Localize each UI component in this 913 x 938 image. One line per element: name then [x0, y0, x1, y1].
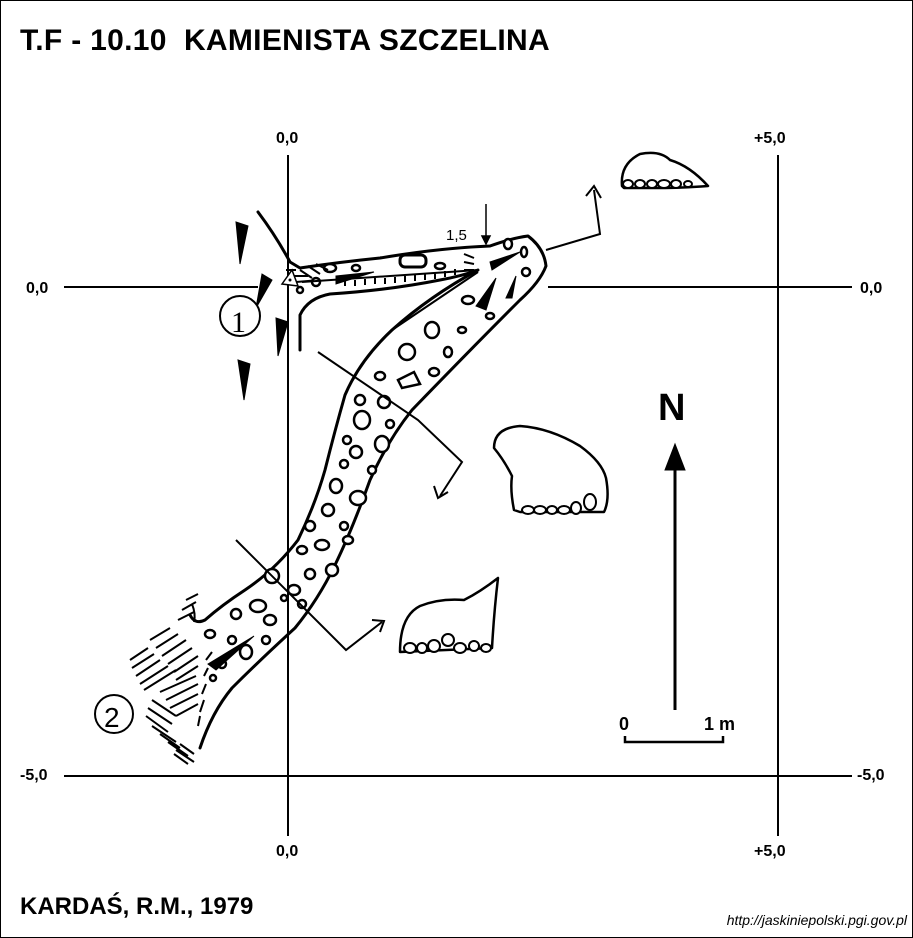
grid-label-right-y-5: -5,0 — [857, 767, 885, 784]
grid-label-left-y0: 0,0 — [26, 280, 49, 297]
slope-wedge — [236, 222, 248, 264]
slope-wedge — [506, 276, 516, 298]
grid-label-bottom-x0: 0,0 — [276, 843, 299, 860]
grid-label-left-y-5: -5,0 — [20, 767, 48, 784]
section-line-1 — [546, 190, 600, 250]
slope-wedge — [490, 252, 520, 270]
depth-label: 1,5 — [446, 227, 467, 244]
scale-end-label: 1 m — [704, 714, 736, 734]
scale-start-label: 0 — [619, 714, 630, 734]
entrance-1-label: 1 — [231, 306, 246, 339]
slope-wedge — [238, 360, 250, 400]
author-credit: KARDAŚ, R.M., 1979 — [20, 893, 254, 920]
north-arrow — [665, 444, 685, 710]
grid-label-top-x5: +5,0 — [754, 130, 786, 147]
entrance-2-label: 2 — [104, 702, 120, 733]
cave-wall-outer — [200, 212, 546, 748]
depth-marker — [482, 204, 490, 244]
north-label: N — [658, 387, 686, 429]
grid-label-right-y0: 0,0 — [860, 280, 883, 297]
slope-wedge — [256, 274, 272, 308]
grid-label-bottom-x5: +5,0 — [754, 843, 786, 860]
source-url[interactable]: http://jaskiniepolski.pgi.gov.pl — [726, 912, 907, 928]
slope-wedge — [476, 278, 496, 310]
entrance-2-rubble — [130, 594, 212, 764]
section-line-3 — [236, 540, 382, 650]
slope-wedge — [276, 318, 288, 356]
grid-label-top-x0: 0,0 — [276, 130, 299, 147]
map-title: T.F - 10.10 KAMIENISTA SZCZELINA — [20, 24, 550, 57]
cave-walls — [190, 212, 546, 748]
cross-section-floor-rocks — [404, 180, 692, 653]
scale-bar — [625, 736, 723, 742]
